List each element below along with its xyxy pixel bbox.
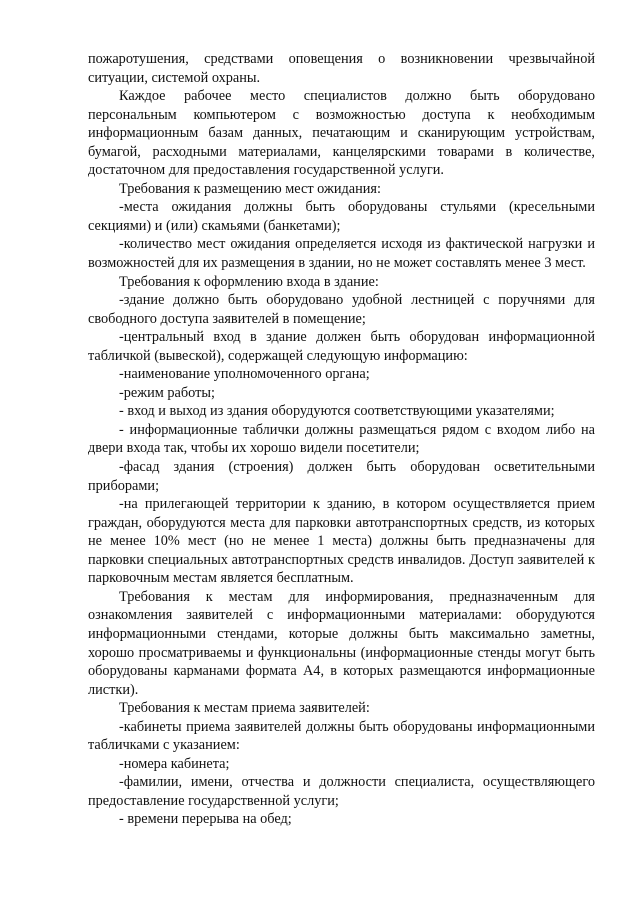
list-item-info-plates: - информационные таблички должны размещаться рядом с входом либо на двери входа так, чтобы их хорошо видели посетители; [88, 421, 595, 457]
list-item-specialist-name: -фамилии, имени, отчества и должности специалиста, осуществляющего предоставление государственной услуги; [88, 774, 595, 809]
heading-waiting-area: Требования к размещению мест ожидания: [119, 180, 381, 197]
list-item-waiting-count: -количество мест ожидания определяется исходя из фактической нагрузки и возможностей для их размещения в здании, но не может составлять менее 3 мест. [88, 236, 595, 272]
heading-entrance: Требования к оформлению входа в здание: [119, 273, 379, 290]
list-item-entrance-sign: -центральный вход в здание должен быть оборудован информационной табличкой (вывеской), содержащей следующую информацию: [88, 329, 595, 364]
list-item-office-plates: -кабинеты приема заявителей должны быть оборудованы информационными табличками с указанием: [88, 718, 595, 754]
list-item-waiting-seats: -места ожидания должны быть оборудованы стульями (кресельными секциями) и (или) скамьями (банкетами); [88, 199, 595, 234]
list-item-entrance-stairs: -здание должно быть оборудовано удобной лестницей с поручнями для свободного доступа заявителей в помещение; [88, 292, 595, 327]
list-item-facade-lighting: -фасад здания (строения) должен быть оборудован осветительными приборами; [88, 459, 595, 494]
list-item-entry-exit-signs: - вход и выход из здания оборудуются соответствующими указателями; [119, 403, 555, 420]
list-item-parking: -на прилегающей территории к зданию, в котором осуществляется прием граждан, оборудуются места для парковки автотранспортных средств, из которых не менее 10% мест (но не менее 1 места) должны быть предназначены для парковки специальных автотранспортных средств инвалидов. Доступ заявителей к парковочным местам является бесплатным. [88, 496, 595, 587]
list-item-work-hours: -режим работы; [119, 384, 215, 401]
paragraph-workplace-equipment: Каждое рабочее место специалистов должно быть оборудовано персональным компьютером с возможностью доступа к необходимым информационным базам данных, печатающим и сканирующим устройствам, бумагой, расходными материалами, канцелярскими товарами в количестве, достаточном для предоставления государственной услуги. [88, 88, 595, 179]
heading-reception-places: Требования к местам приема заявителей: [119, 700, 370, 717]
paragraph-info-stands: Требования к местам для информирования, предназначенным для ознакомления заявителей с информационными материалами: оборудуются информационными стендами, которые должны быть максимально заметны, хорошо просматриваемы и функциональны (информационные стенды могут быть оборудованы карманами формата А4, в которых размещаются информационные листки). [88, 588, 595, 698]
list-item-authority-name: -наименование уполномоченного органа; [119, 366, 370, 383]
list-item-office-number: -номера кабинета; [119, 755, 230, 772]
paragraph-fire-safety: пожаротушения, средствами оповещения о возникновении чрезвычайной ситуации, системой охраны. [88, 51, 595, 86]
document-page [88, 50, 595, 829]
list-item-lunch-break: - времени перерыва на обед; [119, 811, 292, 828]
